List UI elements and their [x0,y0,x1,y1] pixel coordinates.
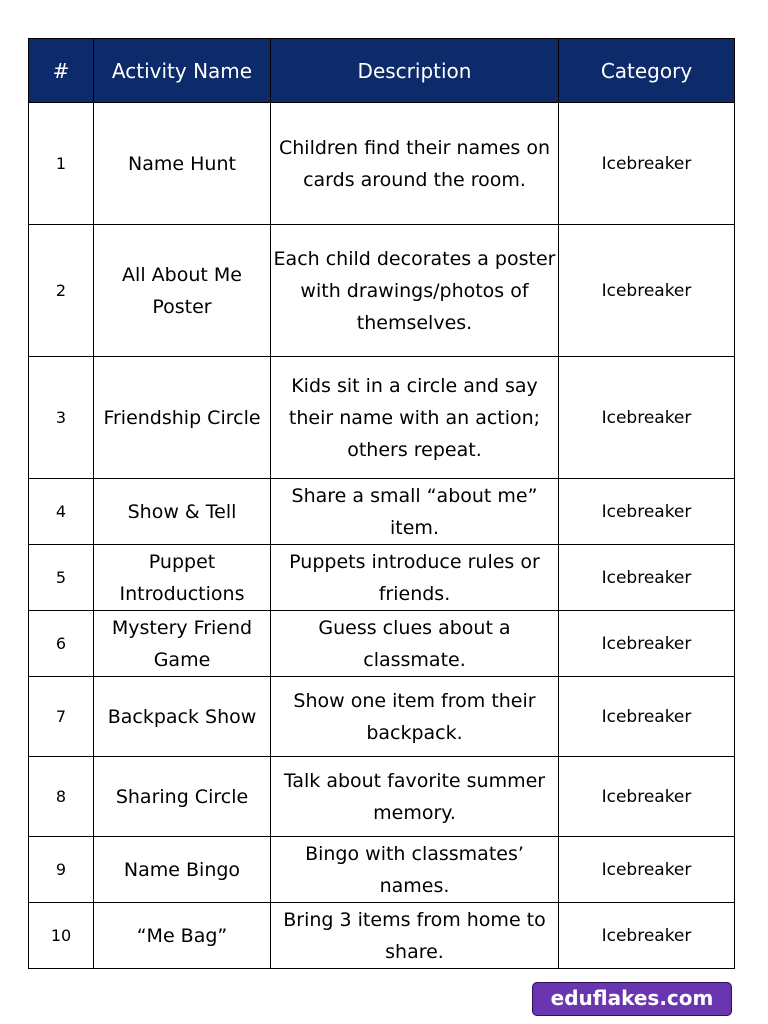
activity-description: Share a small “about me” item. [271,479,559,545]
activity-name: Name Hunt [94,103,271,225]
table-header-row [29,39,735,103]
table-row [29,837,735,903]
activity-category: Icebreaker [559,103,735,225]
table-row [29,757,735,837]
table-row [29,103,735,225]
table-row [29,357,735,479]
table-row [29,611,735,677]
activity-name: Show & Tell [94,479,271,545]
activity-name: Name Bingo [94,837,271,903]
row-number: 10 [29,903,94,969]
activity-category: Icebreaker [559,225,735,357]
activity-name: All About Me Poster [94,225,271,357]
header-activity-name: Activity Name [94,39,271,103]
activity-description: Bingo with classmates’ names. [271,837,559,903]
activity-description: Each child decorates a poster with drawings/photos of themselves. [271,225,559,357]
activity-category: Icebreaker [559,837,735,903]
row-number: 5 [29,545,94,611]
activity-description: Talk about favorite summer memory. [271,757,559,837]
activity-name: Sharing Circle [94,757,271,837]
site-watermark: eduflakes.com [532,982,732,1016]
table-row [29,677,735,757]
activity-name: Mystery Friend Game [94,611,271,677]
activity-description: Bring 3 items from home to share. [271,903,559,969]
table-row [29,225,735,357]
activity-description: Kids sit in a circle and say their name with an action; others repeat. [271,357,559,479]
header-description: Description [271,39,559,103]
activities-table [28,38,735,969]
row-number: 8 [29,757,94,837]
activity-category: Icebreaker [559,479,735,545]
row-number: 3 [29,357,94,479]
activity-category: Icebreaker [559,677,735,757]
table-row [29,545,735,611]
activity-category: Icebreaker [559,545,735,611]
activity-description: Show one item from their backpack. [271,677,559,757]
table-row [29,903,735,969]
activity-name: Friendship Circle [94,357,271,479]
row-number: 1 [29,103,94,225]
activity-category: Icebreaker [559,357,735,479]
header-number: # [29,39,94,103]
activity-name: “Me Bag” [94,903,271,969]
row-number: 6 [29,611,94,677]
activity-description: Puppets introduce rules or friends. [271,545,559,611]
row-number: 4 [29,479,94,545]
activity-description: Children find their names on cards around the room. [271,103,559,225]
row-number: 2 [29,225,94,357]
row-number: 9 [29,837,94,903]
activity-description: Guess clues about a classmate. [271,611,559,677]
activity-name: Backpack Show [94,677,271,757]
row-number: 7 [29,677,94,757]
header-category: Category [559,39,735,103]
activity-category: Icebreaker [559,903,735,969]
activity-category: Icebreaker [559,611,735,677]
table-row [29,479,735,545]
activity-category: Icebreaker [559,757,735,837]
activity-name: Puppet Introductions [94,545,271,611]
